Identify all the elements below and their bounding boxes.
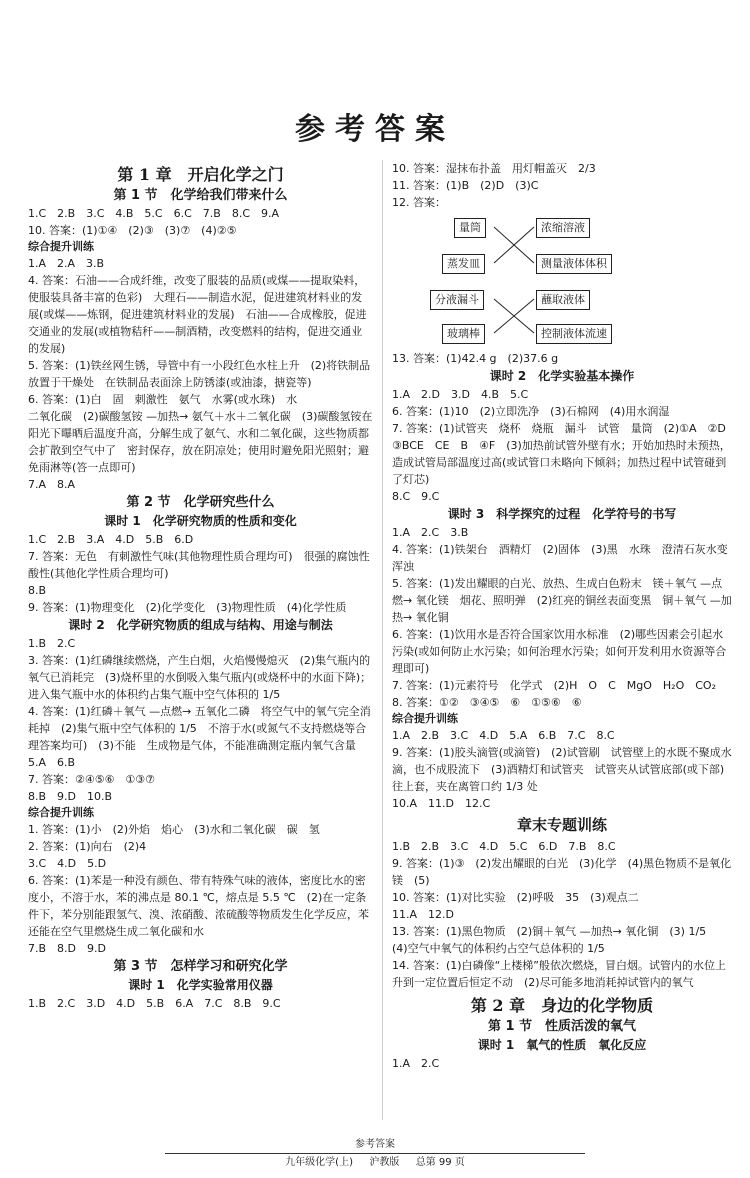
right-column	[392, 160, 737, 1072]
answer-line: 13. 答案：(1)42.4 g (2)37.6 g	[392, 352, 559, 365]
answer-line: 7. 答案：(1)元素符号 化学式 (2)H O C MgO H₂O CO₂	[392, 679, 716, 692]
lesson-heading: 课时 1 氧气的性质 氧化反应	[477, 1038, 647, 1052]
answer-line: 5. 答案：(1)铁丝网生锈，导管中有一小段红色水柱上升 (2)将铁制品放置于干燥处 在铁制品表面涂上防锈漆(或油漆，搪瓷等)	[28, 359, 371, 389]
footer-book: 九年级化学(上)	[285, 1157, 353, 1168]
lesson-heading: 课时 1 化学实验常用仪器	[128, 978, 273, 992]
answer-line: 8.C 9.C	[392, 490, 440, 503]
answer-line: 7.A 8.A	[28, 478, 76, 491]
chapter-heading: 第 1 章 开启化学之门	[117, 165, 284, 184]
lesson-heading: 课时 3 科学探究的过程 化学符号的书写	[447, 507, 677, 521]
answer-line: 1.B 2.B 3.C 4.D 5.C 6.D 7.B 8.C	[392, 840, 616, 853]
diagram-left-box-1: 量筒	[454, 218, 486, 238]
answer-line: 7. 答案：无色 有刺激性气味(其他物理性质合理均可) 很强的腐蚀性 酸性(其他化学性质合理均可)	[28, 550, 381, 580]
matching-diagram	[392, 213, 722, 346]
chapter-heading: 第 2 章 身边的化学物质	[470, 996, 654, 1015]
footer-page: 总第 99 页	[415, 1157, 465, 1168]
answer-line: 1.A 2.C 3.B	[392, 526, 469, 539]
diagram-right-box-2: 测量液体体积	[536, 254, 612, 274]
section-heading: 第 2 节 化学研究些什么	[126, 495, 275, 510]
section-heading: 第 3 节 怎样学习和研究化学	[113, 959, 288, 974]
answer-line: 11.A 12.D	[392, 908, 454, 921]
right-column-answers	[392, 350, 737, 1072]
answer-line: 5. 答案：(1)发出耀眼的白光、放热、生成白色粉末 镁＋氧气 —点燃→ 氧化镁 烟花、照明弹 (2)红亮的铜丝表面变黑 铜＋氧气 —加热→ 氧化铜	[392, 577, 732, 624]
lesson-heading: 课时 2 化学研究物质的组成与结构、用途与制法	[68, 618, 333, 632]
answer-line: 10.A 11.D 12.C	[392, 797, 491, 810]
answer-line: 4. 答案：(1)红磷＋氧气 —点燃→ 五氧化二磷 将空气中的氧气完全消耗掉 (2)集气瓶中空气体积的 1/5 不溶于水(或氮气不支持燃烧等合理答案均可) (3)不能 生成物是气体，不能准确测定瓶内氧气含量	[28, 705, 371, 752]
answer-line: 1.B 2.C	[28, 637, 76, 650]
diagram-left-box-3: 分液漏斗	[430, 290, 484, 310]
answer-line: 9. 答案：(1)③ (2)发出耀眼的白光 (3)化学 (4)黑色物质不是氧化镁 (5)	[392, 857, 732, 887]
diagram-left-box-2: 蒸发皿	[442, 254, 485, 274]
answer-line: 3.C 4.D 5.D	[28, 857, 107, 870]
left-column	[28, 160, 381, 1012]
answer-line: 10. 答案：(1)①④ (2)③ (3)⑦ (4)②⑤	[28, 224, 237, 237]
answer-line: 8.B	[28, 584, 47, 597]
answer-line: 4. 答案：(1)铁架台 酒精灯 (2)固体 (3)黑 水珠 澄清石灰水变浑浊	[392, 543, 728, 573]
footer-edition: 沪教版	[369, 1157, 400, 1168]
special-heading: 章末专题训练	[516, 816, 607, 834]
diagram-right-box-3: 蘸取液体	[536, 290, 590, 310]
answer-line: 14. 答案：(1)白磷像“上楼梯”般依次燃烧，冒白烟。试管内的水位上升到一定位置后恒定不动 (2)尽可能多地消耗掉试管内的氧气	[392, 959, 726, 989]
answer-line: 9. 答案：(1)物理变化 (2)化学变化 (3)物理性质 (4)化学性质	[28, 601, 347, 614]
diagram-right-box-1: 浓缩溶液	[536, 218, 590, 238]
diagram-right-box-4: 控制液体流速	[536, 324, 612, 344]
answer-line: 二氧化碳 (2)碳酸氢铵 —加热→ 氨气＋水＋二氧化碳 (3)碳酸氢铵在阳光下曝晒后温度升高，分解生成了氨气、水和二氧化碳，这些物质都会扩散到空气中了 密封保存，放在阴凉处；使用时避免阳光照射；避免雨淋等(答一点即可)	[28, 410, 373, 474]
answer-line: 13. 答案：(1)黑色物质 (2)铜＋氧气 —加热→ 氧化铜 (3) 1/5 (4)空气中氧气的体积约占空气总体积的 1/5	[392, 925, 718, 955]
subsection-heading: 综合提升训练	[28, 806, 94, 819]
page-title: 参考答案	[295, 112, 455, 147]
subsection-heading: 综合提升训练	[28, 240, 94, 253]
answer-line: 2. 答案：(1)向右 (2)4	[28, 840, 147, 853]
answer-line: 1.A 2.B 3.C 4.D 5.A 6.B 7.C 8.C	[392, 729, 615, 742]
answer-line: 7. 答案：(1)试管夹 烧杯 烧瓶 漏斗 试管 量筒 (2)①A ②D ③BCE CE B ④F (3)加热前试管外壁有水；开始加热时未预热，造成试管局部温度过高(或试管口未略向下倾斜；加热过程中试管碰到了灯芯)	[392, 422, 737, 486]
diagram-left-box-4: 玻璃棒	[442, 324, 485, 344]
subsection-heading: 综合提升训练	[392, 712, 458, 725]
right-column-top-answers	[392, 160, 732, 211]
answer-line: 1.C 2.B 3.C 4.B 5.C 6.C 7.B 8.C 9.A	[28, 207, 280, 220]
answer-line: 8. 答案：①② ③④⑤ ⑥ ①⑤⑥ ⑥	[392, 696, 582, 709]
answer-line: 9. 答案：(1)胶头滴管(或滴管) (2)试管刷 试管壁上的水既不聚成水滴，也不成股流下 (3)酒精灯和试管夹 试管夹从试管底部(或下部)往上套，夹在离管口约 1/3 处	[392, 746, 732, 793]
answer-line: 7.B 8.D 9.D	[28, 942, 106, 955]
answer-line: 1.A 2.A 3.B	[28, 257, 105, 270]
footer-label: 参考答案	[355, 1139, 395, 1150]
answer-line: 1.B 2.C 3.D 4.D 5.B 6.A 7.C 8.B 9.C	[28, 997, 281, 1010]
lesson-heading: 课时 2 化学实验基本操作	[489, 369, 635, 383]
answer-line: 1.A 2.C	[392, 1057, 440, 1070]
answer-line: 3. 答案：(1)红磷继续燃烧，产生白烟，火焰慢慢熄灭 (2)集气瓶内的氧气已消耗完 (3)烧杯里的水倒吸入集气瓶内(或烧杯中的水面下降)；进入集气瓶中水的体积约占集气瓶中空气体积的 1/5	[28, 654, 372, 701]
section-heading: 第 1 节 化学给我们带来什么	[113, 188, 288, 203]
answer-line: 1.C 2.B 3.A 4.D 5.B 6.D	[28, 533, 194, 546]
answer-line: 6. 答案：(1)白 固 刺激性 氨气 水雾(或水珠) 水	[28, 393, 298, 406]
footer-rule	[165, 1153, 585, 1154]
answer-line: 4. 答案：石油——合成纤维，改变了服装的品质(或煤——提取染料，使服装具备丰富的色彩) 大理石——制造水泥，促进建筑材料业的发展(或煤——炼钢，促进建筑材料业的发展) 石油——合成橡胶，促进交通业的发展(或植物秸秆——制酒精，改变燃料的结构，促进交通业的发展)	[28, 274, 367, 355]
answer-line: 7. 答案：②④⑤⑥ ①③⑦	[28, 773, 156, 786]
answer-line: 6. 答案：(1)饮用水是否符合国家饮用水标准 (2)哪些因素会引起水污染(或如何防止水污染；如何治理水污染；如何开发利用水资源等合理即可)	[392, 628, 727, 675]
answer-line: 8.B 9.D 10.B	[28, 790, 113, 803]
answer-line: 11. 答案：(1)B (2)D (3)C	[392, 179, 539, 192]
answer-line: 12. 答案：	[392, 196, 446, 209]
column-divider	[382, 160, 383, 1120]
page-footer	[0, 1138, 750, 1170]
answer-line: 10. 答案：湿抹布扑盖 用灯帽盖灭 2/3	[392, 162, 596, 175]
answer-line: 6. 答案：(1)苯是一种没有颜色、带有特殊气味的液体，密度比水的密度小，不溶于水，苯的沸点是 80.1 ℃，熔点是 5.5 ℃ (2)在一定条件下，苯分别能跟氢气、溴、浓硝酸、浓硫酸等物质发生化学反应，苯还能在空气里燃烧生成二氧化碳和水	[28, 874, 369, 938]
section-heading: 第 1 节 性质活泼的氧气	[487, 1019, 637, 1034]
answer-line: 10. 答案：(1)对比实验 (2)呼吸 35 (3)观点二	[392, 891, 639, 904]
answer-line: 1.A 2.D 3.D 4.B 5.C	[392, 388, 529, 401]
answer-line: 1. 答案：(1)小 (2)外焰 焰心 (3)水和二氧化碳 碳 氢	[28, 823, 320, 836]
answer-line: 6. 答案：(1)10 (2)立即洗净 (3)石棉网 (4)用水润湿	[392, 405, 670, 418]
lesson-heading: 课时 1 化学研究物质的性质和变化	[104, 514, 297, 528]
answer-line: 5.A 6.B	[28, 756, 76, 769]
